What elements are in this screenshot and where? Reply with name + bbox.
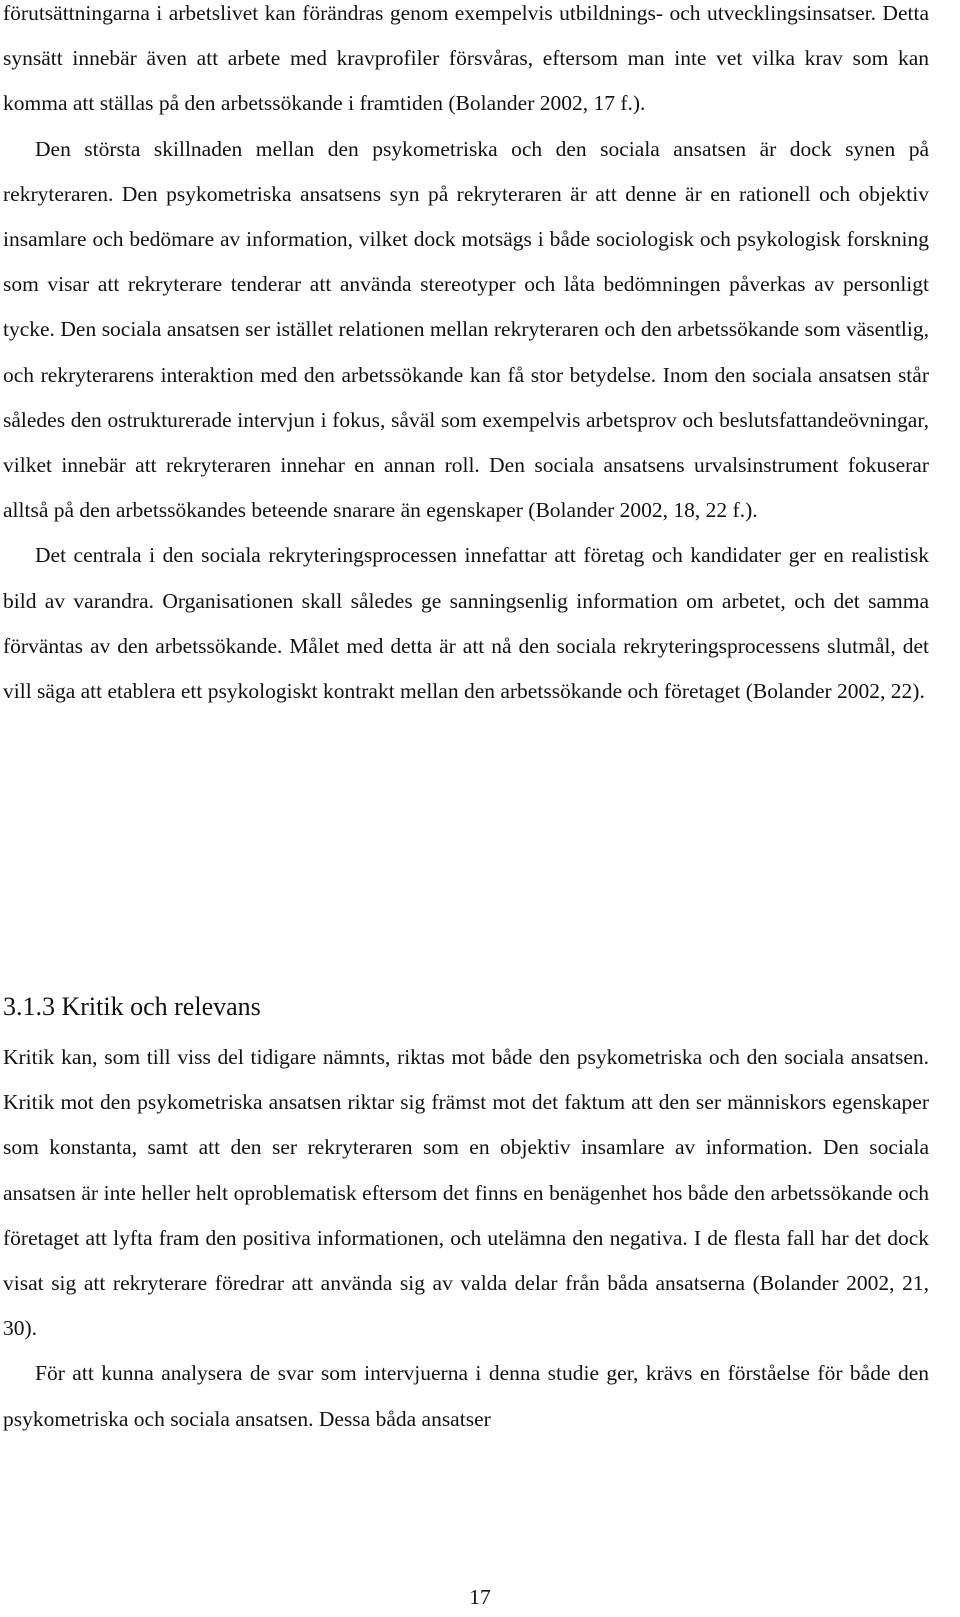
paragraph-analys: För att kunna analysera de svar som intervjuerna i denna studie ger, krävs en förståelse för både den psykometriska och sociala ansatsen. Dessa båda ansatser bbox=[3, 1361, 929, 1431]
paragraph-rekryteraren: Den största skillnaden mellan den psykometriska och den sociala ansatsen är dock synen på rekryteraren. Den psykometriska ansatsens syn på rekryteraren är att denne är en rationell och objektiv insamlare och bedömare av information, vilket dock motsägs i både sociologisk och psykologisk forskning som visar att rekryterare tenderar att använda stereotyper och låta bedömningen påverkas av personligt tycke. Den sociala ansatsen ser istället relationen mellan rekryteraren och den arbetssökande som väsentlig, och rekryterarens interaktion med den arbetssökande kan få stor betydelse. Inom den sociala ansatsen står således den ostrukturerade intervjun i fokus, såväl som exempelvis arbetsprov och beslutsfattandeövningar, vilket innebär att rekryteraren innehar en annan roll. Den sociala ansatsens urvalsinstrument fokuserar alltså på den arbetssökandes beteende snarare än egenskaper (Bolander 2002, 18, 22 f.). bbox=[3, 136, 929, 523]
paragraph-social-process: Det centrala i den sociala rekryteringsprocessen innefattar att företag och kandidater ger en realistisk bild av varandra. Organisationen skall således ge sanningsenlig information om arbetet, och det samma förväntas av den arbetssökande. Målet med detta är att nå den sociala rekryteringsprocessens slutmål, det vill säga att etablera ett psykologiskt kontrakt mellan den arbetssökande och företaget (Bolander 2002, 22). bbox=[3, 543, 929, 704]
body-text-section-2 bbox=[3, 1035, 929, 1442]
paragraph-kritik: Kritik kan, som till viss del tidigare nämnts, riktas mot både den psykometriska och den sociala ansatsen. Kritik mot den psykometriska ansatsen riktar sig främst mot det faktum att den ser människors egenskaper som konstanta, samt att den ser rekryteraren som en objektiv insamlare av information. Den sociala ansatsen är inte heller helt oproblematisk eftersom det finns en benägenhet hos både den arbetssökande och företaget att lyfta fram den positiva informationen, och utelämna den negativa. I de flesta fall har det dock visat sig att rekryterare föredrar att använda sig av valda delar från båda ansatserna (Bolander 2002, 21, 30). bbox=[3, 1045, 929, 1341]
paragraph-continuation: förutsättningarna i arbetslivet kan förändras genom exempelvis utbildnings- och utvecklingsinsatser. Detta synsätt innebär även att arbete med kravprofiler försvåras, eftersom man inte vet vilka krav som kan komma att ställas på den arbetssökande i framtiden (Bolander 2002, 17 f.). bbox=[3, 1, 929, 116]
body-text-section-1 bbox=[3, 0, 929, 714]
section-heading: 3.1.3 Kritik och relevans bbox=[3, 992, 261, 1021]
page-number: 17 bbox=[469, 1585, 491, 1609]
